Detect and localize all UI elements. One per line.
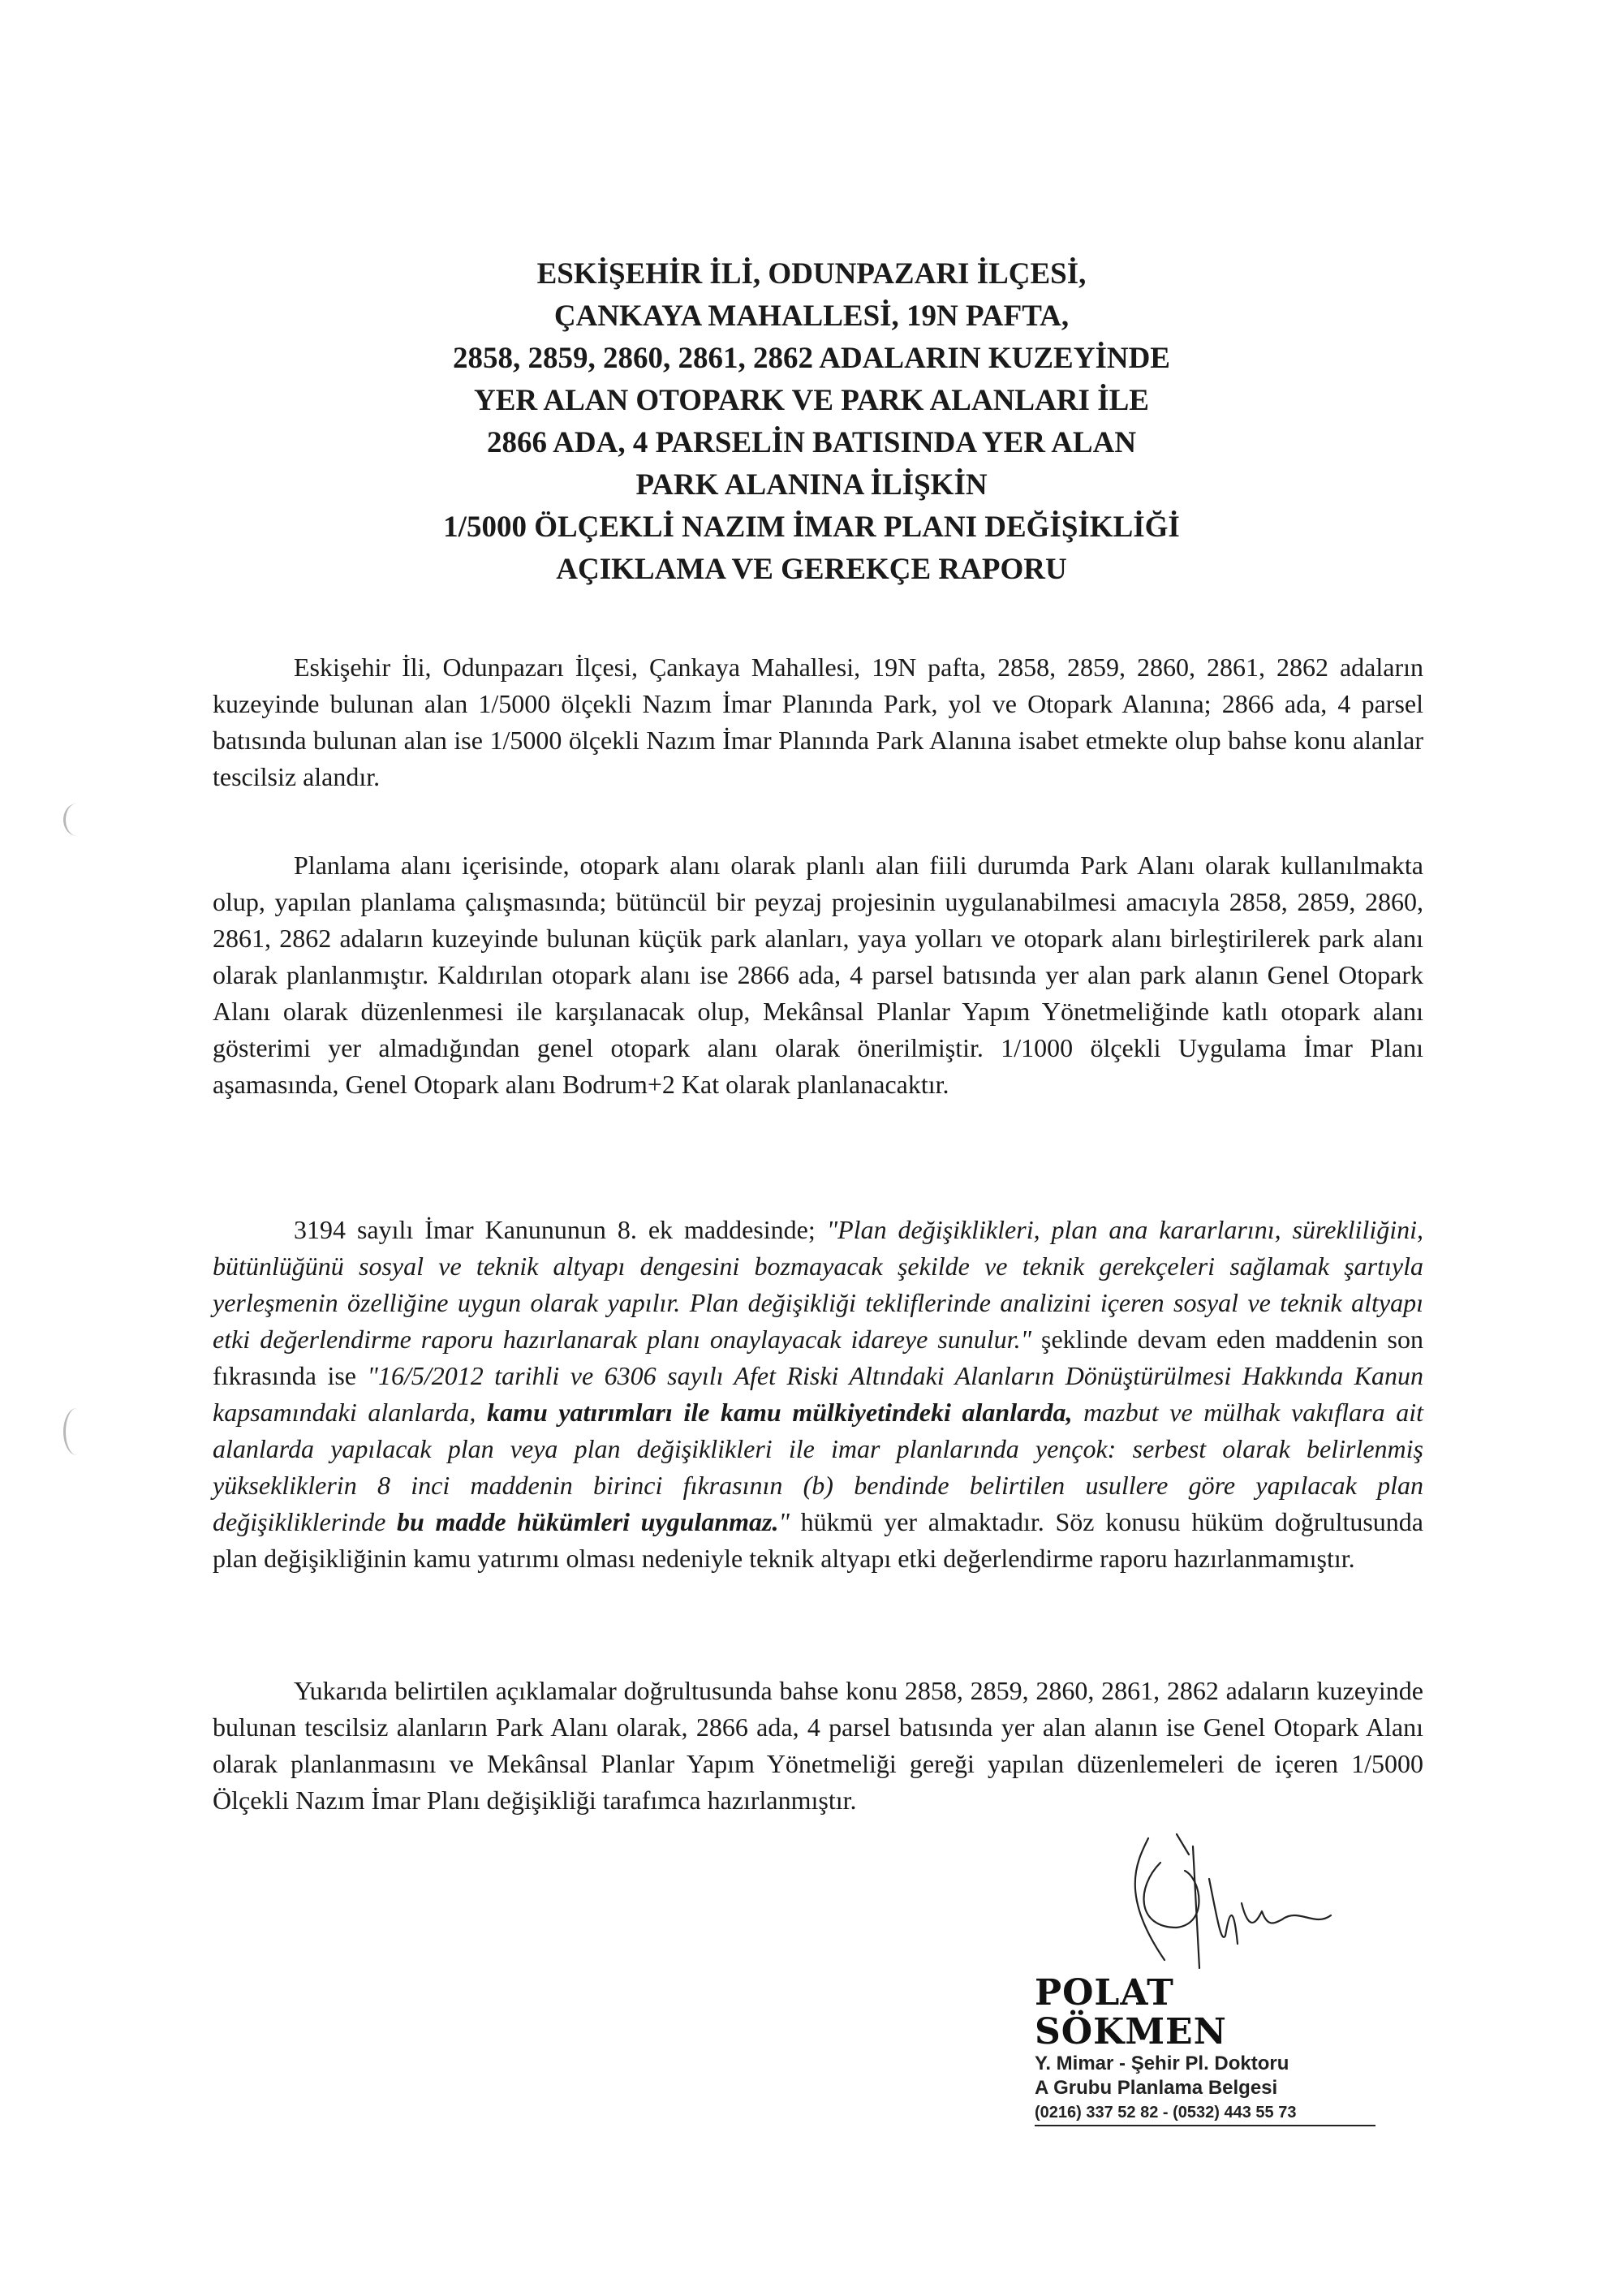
margin-bracket-mark <box>63 1408 90 1455</box>
stamp-title: Y. Mimar - Şehir Pl. Doktoru <box>1035 2053 1289 2074</box>
law-quote-1: "Plan değişiklikleri, plan ana kararlarını, sürekliliğini, bütünlüğünü sosyal ve teknik altyapı dengesini bozmayacak şekilde ve teknik gerekçeleri sağlamak şartıyla yerleşmenin özelliğine uygun olarak yapılır. Plan değişikliği tekliflerinde analizini içeren sosyal ve teknik altyapı etki değerlendirme raporu hazırlanarak planı onaylayacak idareye sunulur." <box>213 1215 1424 1354</box>
law-quote-2c: mazbut ve mülhak vakıflara ait alanlarda yapılacak plan veya plan değişiklikleri ile imar planlarında yençok: serbest olarak belirlenmiş yüksekliklerin 8 inci maddenin birinci fıkrasının (b) bendinde belirtilen usullere göre yapılacak plan değişikliklerinde <box>213 1398 1424 1536</box>
paragraph-3 <box>213 1212 1423 1577</box>
stamp-certificate: A Grubu Planlama Belgesi <box>1035 2077 1278 2099</box>
title-line: PARK ALANINA İLİŞKİN <box>635 468 988 502</box>
paragraph-4: Yukarıda belirtilen açıklamalar doğrultusunda bahse konu 2858, 2859, 2860, 2861, 2862 adaların kuzeyinde bulunan tescilsiz alanların Park Alanı olarak, 2866 ada, 4 parsel batısında yer alan alanın ise Genel Otopark Alanı olarak planlanmasını ve Mekânsal Planlar Yapım Yönetmeliği gereği yapılan düzenlemeleri de içeren 1/5000 Ölçekli Nazım İmar Planı değişikliği tarafımca hazırlanmıştır. <box>213 1676 1423 1815</box>
title-line: ÇANKAYA MAHALLESİ, 19N PAFTA, <box>553 299 1070 333</box>
title-line: 1/5000 ÖLÇEKLİ NAZIM İMAR PLANI DEĞİŞİKLİĞİ <box>443 510 1180 544</box>
law-quote-2e: " <box>778 1507 790 1536</box>
paragraph-2: Planlama alanı içerisinde, otopark alanı olarak planlı alan fiili durumda Park Alanı olarak kullanılmakta olup, yapılan planlama çalışmasında; bütüncül bir peyzaj projesinin uygulanabilmesi amacıyla 2858, 2859, 2860, 2861, 2862 adaların kuzeyinde bulunan küçük park alanları, yaya yolları ve otopark alanı birleştirilerek park alanı olarak planlanmıştır. Kaldırılan otopark alanı ise 2866 ada, 4 parsel batısında yer alan park alanın Genel Otopark Alanı olarak düzenlenmesi ile karşılanacak olup, Mekânsal Planlar Yapım Yönetmeliğinde katlı otopark alanı gösterimi yer almadığından genel otopark alanı olarak önerilmiştir. 1/1000 ölçekli Uygulama İmar Planı aşamasında, Genel Otopark alanı Bodrum+2 Kat olarak planlanacaktır. <box>213 851 1423 1099</box>
law-quote-2b-emphasis: kamu yatırımları ile kamu mülkiyetindeki alanlarda, <box>487 1398 1073 1427</box>
title-line: YER ALAN OTOPARK VE PARK ALANLARI İLE <box>474 384 1149 417</box>
paragraph-3-intro: 3194 sayılı İmar Kanununun 8. ek maddesinde; <box>294 1215 827 1244</box>
title-line: AÇIKLAMA VE GEREKÇE RAPORU <box>556 553 1067 586</box>
signature-stamp <box>1035 1974 1375 2126</box>
stamp-name: POLAT SÖKMEN <box>1035 1972 1227 2053</box>
paragraph-1: Eskişehir İli, Odunpazarı İlçesi, Çankaya Mahallesi, 19N pafta, 2858, 2859, 2860, 2861, 2862 adaların kuzeyinde bulunan alan 1/5000 ölçekli Nazım İmar Planında Park, yol ve Otopark Alanına; 2866 ada, 4 parsel batısında bulunan alan ise 1/5000 ölçekli Nazım İmar Planında Park Alanına isabet etmekte olup bahse konu alanlar tescilsiz alandır. <box>213 653 1423 791</box>
handwritten-signature <box>1087 1830 1363 1972</box>
paragraph-3-middle: şeklinde devam eden maddenin son fıkrasında ise <box>213 1325 1424 1390</box>
document-title <box>243 253 1380 591</box>
stamp-phone: (0216) 337 52 82 - (0532) 443 55 73 <box>1035 2100 1375 2126</box>
law-quote-2a: "16/5/2012 tarihli ve 6306 sayılı Afet Riski Altındaki Alanların Dönüştürülmesi Hakkında Kanun kapsamındaki alanlarda, <box>213 1361 1424 1427</box>
law-quote-2d-emphasis: bu madde hükümleri uygulanmaz. <box>396 1507 779 1536</box>
title-line: 2866 ADA, 4 PARSELİN BATISINDA YER ALAN <box>486 426 1137 459</box>
paragraph-3-outro: hükmü yer almaktadır. Söz konusu hüküm doğrultusunda plan değişikliğinin kamu yatırımı olması nedeniyle teknik altyapı etki değerlendirme raporu hazırlanmamıştır. <box>213 1507 1424 1573</box>
title-line: ESKİŞEHİR İLİ, ODUNPAZARI İLÇESİ, <box>536 257 1087 291</box>
title-line: 2858, 2859, 2860, 2861, 2862 ADALARIN KUZEYİNDE <box>453 342 1170 375</box>
margin-bracket-mark <box>63 803 90 836</box>
